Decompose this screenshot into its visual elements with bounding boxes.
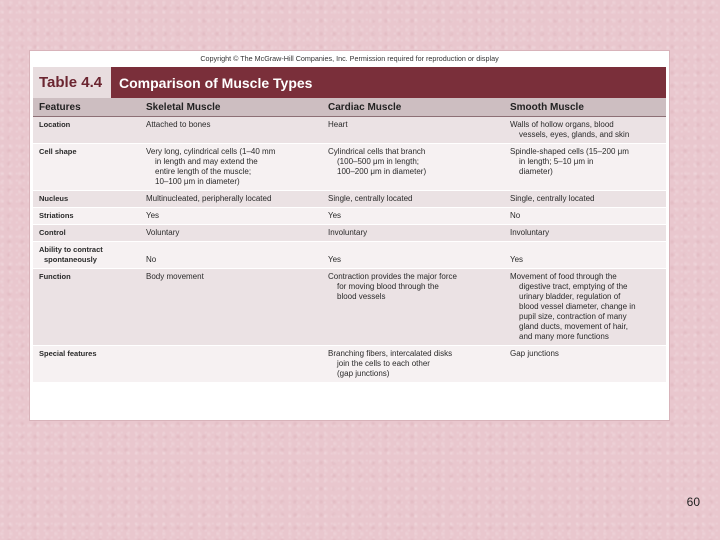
smooth-cell	[504, 144, 666, 191]
cell-line: for moving blood through the	[337, 282, 439, 291]
column-header-cardiac: Cardiac Muscle	[322, 98, 504, 117]
table-header-bar	[33, 67, 666, 98]
skeletal-cell	[140, 225, 322, 242]
cardiac-cell	[322, 144, 504, 191]
cell-text	[510, 120, 662, 140]
smooth-cell	[504, 225, 666, 242]
slide-number: 60	[686, 495, 700, 509]
feature-label: Function	[33, 269, 140, 346]
cardiac-cell	[322, 242, 504, 269]
cell-line: digestive tract, emptying of the	[519, 282, 628, 291]
table-row-nucleus	[33, 191, 666, 208]
cell-line: join the cells to each other	[337, 359, 430, 368]
skeletal-cell	[140, 191, 322, 208]
table-row-function	[33, 269, 666, 346]
table-header-row	[33, 98, 666, 117]
cell-line: Spindle-shaped cells (15–200 μm	[510, 147, 629, 156]
feature-label	[33, 242, 140, 269]
cell-text	[328, 147, 500, 177]
skeletal-cell	[140, 269, 322, 346]
smooth-cell	[504, 269, 666, 346]
cell-line: Involuntary	[510, 228, 550, 237]
cardiac-cell	[322, 191, 504, 208]
cardiac-cell	[322, 269, 504, 346]
table-row-special-features	[33, 346, 666, 383]
cardiac-cell	[322, 208, 504, 225]
table-row-location	[33, 117, 666, 144]
feature-label: Control	[33, 225, 140, 242]
cell-line: No	[146, 255, 157, 264]
cell-line: urinary bladder, regulation of	[519, 292, 621, 301]
cell-line: 100–200 μm in diameter)	[337, 167, 427, 176]
cell-line: Voluntary	[146, 228, 180, 237]
smooth-cell	[504, 242, 666, 269]
table-row-control	[33, 225, 666, 242]
cell-line: Yes	[328, 211, 342, 220]
cell-line: vessels, eyes, glands, and skin	[519, 130, 630, 139]
cell-line: (gap junctions)	[337, 369, 390, 378]
table-figure	[30, 51, 669, 420]
copyright-notice: Copyright © The McGraw-Hill Companies, Inc. Permission required for reproduction or display	[200, 54, 499, 63]
cell-line: 10–100 μm in diameter)	[155, 177, 240, 186]
column-header-smooth: Smooth Muscle	[504, 98, 666, 117]
cell-text	[328, 349, 500, 379]
table-number: Table 4.4	[33, 67, 111, 98]
cell-line: Attached to bones	[146, 120, 211, 129]
cell-line: Walls of hollow organs, blood	[510, 120, 614, 129]
cell-line: blood vessel diameter, change in	[519, 302, 636, 311]
feature-label-line: spontaneously	[44, 255, 97, 264]
cell-line: Movement of food through the	[510, 272, 617, 281]
cell-line: in length; 5–10 μm in	[519, 157, 594, 166]
table-row-spontaneous-contraction	[33, 242, 666, 269]
cardiac-cell	[322, 346, 504, 383]
cell-line: Cylindrical cells that branch	[328, 147, 426, 156]
cell-text	[328, 272, 500, 302]
cell-line: (100–500 μm in length;	[337, 157, 419, 166]
feature-label: Cell shape	[33, 144, 140, 191]
cell-line: entire length of the muscle;	[155, 167, 252, 176]
smooth-cell	[504, 208, 666, 225]
cell-line: Body movement	[146, 272, 204, 281]
skeletal-cell	[140, 346, 322, 383]
table-title: Comparison of Muscle Types	[119, 74, 313, 91]
feature-label: Nucleus	[33, 191, 140, 208]
cell-line: Contraction provides the major force	[328, 272, 457, 281]
cell-line: Single, centrally located	[510, 194, 595, 203]
feature-label: Special features	[33, 346, 140, 383]
table-row-striations	[33, 208, 666, 225]
cell-line: pupil size, contraction of many	[519, 312, 627, 321]
cardiac-cell	[322, 225, 504, 242]
smooth-cell	[504, 117, 666, 144]
smooth-cell	[504, 346, 666, 383]
skeletal-cell	[140, 242, 322, 269]
skeletal-cell	[140, 144, 322, 191]
muscle-comparison-table	[33, 98, 666, 383]
cell-line: Involuntary	[328, 228, 368, 237]
table-row-cell-shape	[33, 144, 666, 191]
smooth-cell	[504, 191, 666, 208]
column-header-features: Features	[33, 98, 140, 117]
cell-line: Yes	[328, 255, 342, 264]
cell-line: blood vessels	[337, 292, 386, 301]
cell-text	[510, 147, 662, 177]
feature-label: Striations	[33, 208, 140, 225]
cell-text	[146, 147, 318, 187]
cell-line: Single, centrally located	[328, 194, 413, 203]
cell-line: Yes	[146, 211, 160, 220]
cell-line: in length and may extend the	[155, 157, 258, 166]
skeletal-cell	[140, 208, 322, 225]
cardiac-cell	[322, 117, 504, 144]
cell-line: Very long, cylindrical cells (1–40 mm	[146, 147, 276, 156]
cell-line: No	[510, 211, 521, 220]
column-header-skeletal: Skeletal Muscle	[140, 98, 322, 117]
cell-line: and many more functions	[519, 332, 609, 341]
feature-label-line: Ability to contract	[39, 245, 103, 254]
cell-line: Branching fibers, intercalated disks	[328, 349, 453, 358]
cell-line: diameter)	[519, 167, 553, 176]
cell-line: Heart	[328, 120, 348, 129]
cell-line: gland ducts, movement of hair,	[519, 322, 628, 331]
cell-line: Gap junctions	[510, 349, 559, 358]
skeletal-cell	[140, 117, 322, 144]
cell-line: Yes	[510, 255, 524, 264]
cell-line: Multinucleated, peripherally located	[146, 194, 272, 203]
feature-label: Location	[33, 117, 140, 144]
cell-text	[510, 272, 662, 342]
